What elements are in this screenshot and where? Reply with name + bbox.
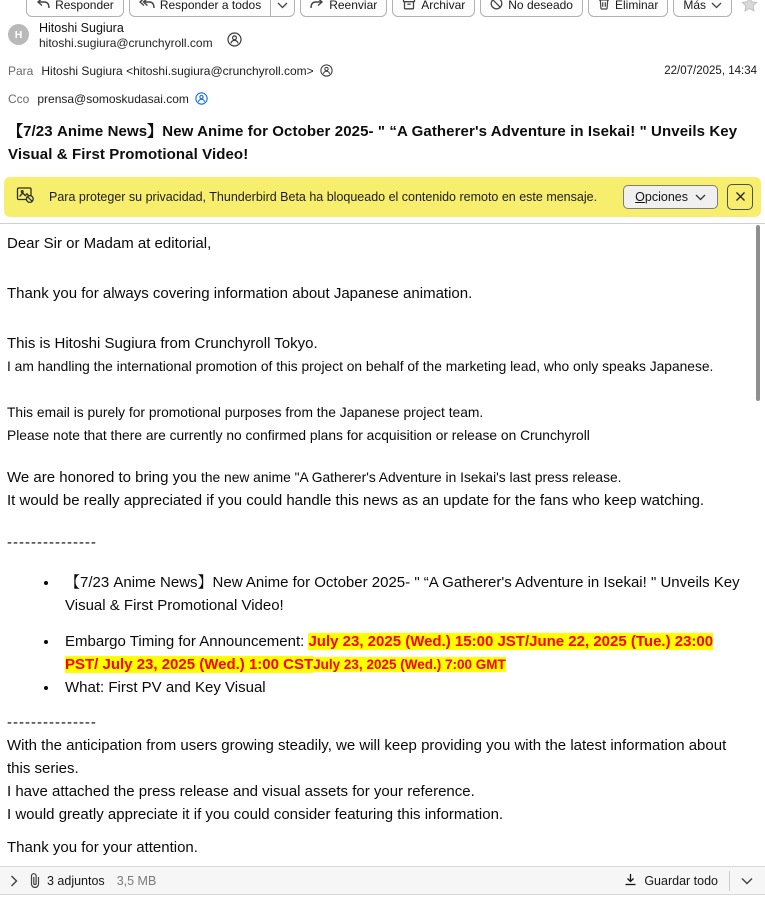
attachments-size: 3,5 MB bbox=[116, 873, 157, 888]
chevron-down-icon bbox=[695, 190, 706, 204]
list-item: • What: First PV and Key Visual bbox=[59, 676, 741, 699]
reply-all-dropdown-button[interactable] bbox=[270, 0, 295, 17]
divider-dashes: --------------- bbox=[7, 534, 97, 551]
message-toolbar bbox=[0, 0, 765, 17]
subject-line: 【7/23 Anime News】New Anime for October 2025- " “A Gatherer's Adventure in Isekai! " Unveils Key Visual & First Promotional Video! bbox=[8, 123, 738, 163]
banner-close-button[interactable] bbox=[727, 184, 753, 210]
message-body bbox=[0, 223, 765, 859]
announcement-list bbox=[7, 571, 741, 699]
to-row bbox=[0, 62, 765, 80]
body-honored bbox=[7, 466, 741, 512]
reply-all-label: Responder a todos bbox=[159, 0, 262, 12]
body-promo-line1: This email is purely for promotional purposes from the Japanese project team. bbox=[7, 405, 484, 420]
body-promo bbox=[7, 401, 741, 447]
body-closing bbox=[7, 734, 741, 826]
body-honored-line2: It would be really appreciated if you could handle this news as an update for the fans who keep watching. bbox=[7, 492, 705, 509]
more-label: Más bbox=[683, 0, 706, 12]
close-icon bbox=[735, 190, 746, 205]
junk-label: No deseado bbox=[508, 0, 573, 12]
reply-all-split-button bbox=[129, 0, 295, 17]
attachments-expander-icon[interactable] bbox=[10, 875, 18, 887]
sender-row bbox=[0, 17, 765, 52]
body-intro bbox=[7, 332, 741, 378]
options-button[interactable] bbox=[623, 185, 718, 209]
contact-in-addressbook-icon[interactable] bbox=[195, 92, 208, 108]
delete-button[interactable] bbox=[588, 0, 668, 17]
forward-label: Reenviar bbox=[329, 0, 378, 12]
attachments-count[interactable]: 3 adjuntos bbox=[47, 873, 105, 888]
bcc-address[interactable]: prensa@somoskudasai.com bbox=[37, 92, 189, 106]
junk-icon bbox=[490, 0, 503, 13]
chevron-down-icon bbox=[711, 0, 722, 12]
blocked-image-icon bbox=[16, 186, 35, 209]
add-contact-icon[interactable] bbox=[320, 64, 333, 80]
to-label: Para bbox=[8, 64, 34, 78]
message-date: 22/07/2025, 14:34 bbox=[664, 65, 757, 77]
attachments-bar bbox=[0, 866, 765, 895]
junk-button[interactable] bbox=[480, 0, 583, 17]
body-honored-line1 bbox=[7, 466, 741, 489]
save-all-button[interactable] bbox=[624, 873, 718, 889]
body-intro-line2: I am handling the international promotion of this project on behalf of the marketing lead, who only speaks Japanese. bbox=[7, 359, 714, 374]
embargo-highlight-main: July 23, 2025 (Wed.) 15:00 JST/June 22, 2025 (Tue.) 23:00 PST/ July 23, 2025 (Wed.) 1:00 CST bbox=[65, 633, 714, 673]
reply-button[interactable] bbox=[26, 0, 124, 17]
list-item: • 【7/23 Anime News】New Anime for October 2025- " “A Gatherer's Adventure in Isekai! " Unveils Key Visual & First Promotional Video! bbox=[59, 571, 741, 617]
scrollbar-thumb[interactable] bbox=[756, 225, 760, 401]
attachments-actions bbox=[624, 871, 755, 891]
banner-message: Para proteger su privacidad, Thunderbird Beta ha bloqueado el contenido remoto en este mensaje. bbox=[49, 190, 598, 204]
paperclip-icon bbox=[30, 873, 40, 888]
body-thanks: Thank you for always covering information about Japanese animation. bbox=[7, 285, 473, 302]
reply-label: Responder bbox=[55, 0, 114, 12]
forward-icon bbox=[310, 0, 324, 13]
honored-part-b: the new anime "A Gatherer's Adventure in Isekai's last press release. bbox=[201, 470, 622, 485]
more-button[interactable] bbox=[673, 0, 732, 17]
delete-label: Eliminar bbox=[614, 0, 659, 12]
reply-all-icon bbox=[139, 0, 155, 13]
body-closing-line2: I have attached the press release and visual assets for your reference. bbox=[7, 783, 475, 800]
save-options-chevron[interactable] bbox=[739, 875, 755, 887]
embargo-prefix: Embargo Timing for Announcement: bbox=[65, 633, 309, 650]
to-address[interactable]: Hitoshi Sugiura <hitoshi.sugiura@crunchyroll.com> bbox=[41, 64, 314, 78]
forward-button[interactable] bbox=[300, 0, 387, 17]
body-closing-line1: With the anticipation from users growing steadily, we will keep providing you with the latest information about this series. bbox=[7, 737, 727, 777]
body-farewell: Thank you for your attention. bbox=[7, 839, 198, 856]
download-icon bbox=[624, 873, 637, 889]
sender-name[interactable]: Hitoshi Sugiura bbox=[39, 21, 124, 35]
sender-identity bbox=[39, 21, 213, 51]
list-item bbox=[59, 630, 741, 676]
sender-email[interactable]: hitoshi.sugiura@crunchyroll.com bbox=[39, 36, 213, 50]
honored-part-a: We are honored to bring you bbox=[7, 469, 202, 486]
archive-label: Archivar bbox=[421, 0, 466, 12]
chevron-down-icon bbox=[277, 0, 288, 12]
archive-button[interactable] bbox=[392, 0, 475, 17]
archive-icon bbox=[402, 0, 416, 13]
body-greeting: Dear Sir or Madam at editorial, bbox=[7, 235, 212, 252]
embargo-highlight-gmt: July 23, 2025 (Wed.) 7:00 GMT bbox=[313, 657, 506, 672]
divider-dashes: --------------- bbox=[7, 714, 97, 731]
options-label: Opciones bbox=[635, 190, 688, 204]
reply-icon bbox=[36, 0, 50, 13]
separator bbox=[729, 871, 730, 891]
remote-content-banner bbox=[4, 177, 761, 217]
add-contact-icon[interactable] bbox=[227, 32, 242, 52]
star-toggle[interactable] bbox=[737, 0, 762, 17]
body-promo-line2: Please note that there are currently no confirmed plans for acquisition or release on Crunchyroll bbox=[7, 428, 590, 443]
body-closing-line3: I would greatly appreciate it if you could consider featuring this information. bbox=[7, 806, 504, 823]
star-icon bbox=[741, 0, 758, 15]
save-all-label: Guardar todo bbox=[644, 873, 718, 888]
bcc-label: Cco bbox=[8, 92, 30, 106]
reply-all-button[interactable] bbox=[129, 0, 270, 17]
bcc-row bbox=[0, 90, 765, 108]
avatar: H bbox=[8, 24, 29, 45]
body-intro-line1: This is Hitoshi Sugiura from Crunchyroll Tokyo. bbox=[7, 335, 318, 352]
trash-icon bbox=[598, 0, 610, 13]
